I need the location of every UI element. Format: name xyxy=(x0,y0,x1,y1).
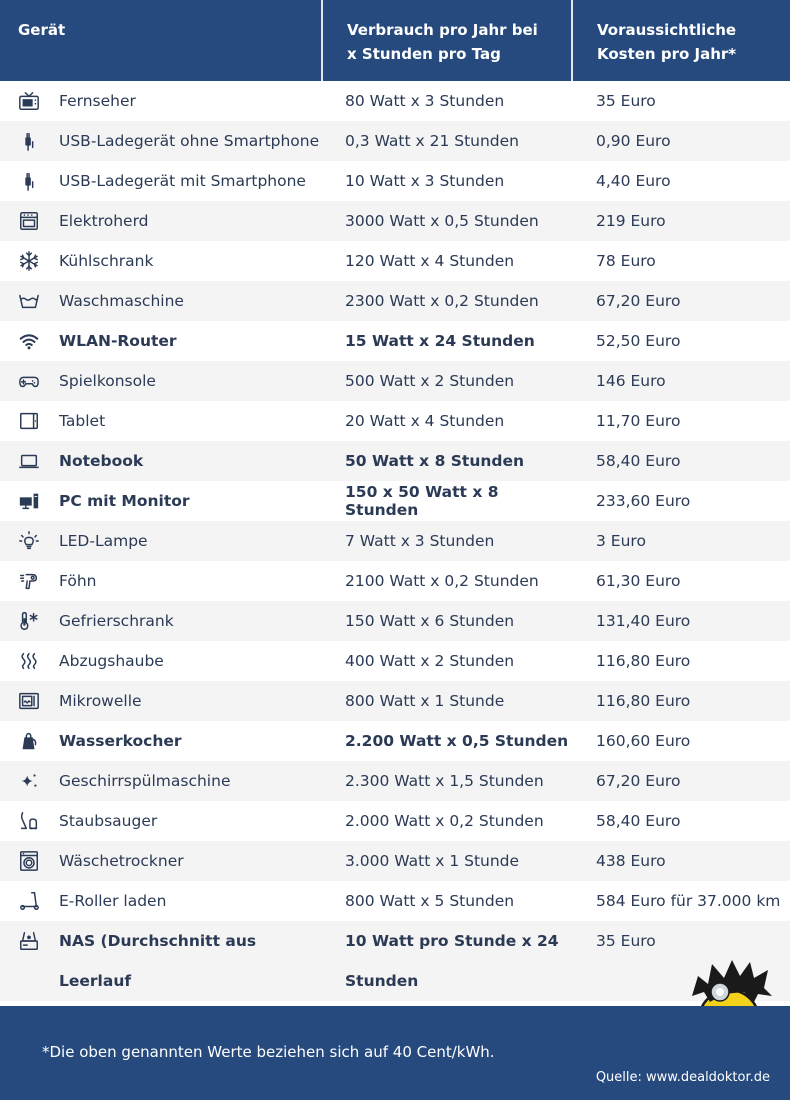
device-cell xyxy=(0,409,321,433)
oven-icon xyxy=(17,209,41,233)
device-name: Abzugshaube xyxy=(59,652,164,670)
thermometer-snow-icon xyxy=(17,609,41,633)
header-usage xyxy=(321,0,571,81)
usage-cell: 50 Watt x 8 Stunden xyxy=(345,452,525,470)
cost-cell: 58,40 Euro xyxy=(596,452,681,470)
table-row xyxy=(0,241,790,281)
cost-cell: 438 Euro xyxy=(596,852,666,870)
cost-cell: 4,40 Euro xyxy=(596,172,671,190)
device-cell xyxy=(0,889,321,913)
device-cell xyxy=(0,449,321,473)
cost-cell: 61,30 Euro xyxy=(596,572,681,590)
device-cell xyxy=(0,809,321,833)
device-name: Kühlschrank xyxy=(59,252,154,270)
device-name: Geschirrspülmaschine xyxy=(59,772,231,790)
scooter-icon xyxy=(17,889,41,913)
snowflake-icon xyxy=(17,249,41,273)
cost-cell: 3 Euro xyxy=(596,532,646,550)
wifi-icon xyxy=(17,329,41,353)
cost-cell: 219 Euro xyxy=(596,212,666,230)
cost-cell: 160,60 Euro xyxy=(596,732,691,750)
gamepad-icon xyxy=(17,369,41,393)
usage-cell: 150 x 50 Watt x 8 Stunden xyxy=(345,483,499,519)
usage-cell: 2300 Watt x 0,2 Stunden xyxy=(345,292,539,310)
usage-cell: 20 Watt x 4 Stunden xyxy=(345,412,505,430)
kettle-icon xyxy=(17,729,41,753)
footnote: *Die oben genannten Werte beziehen sich auf 40 Cent/kWh. xyxy=(42,1043,495,1061)
usage-cell: 2.000 Watt x 0,2 Stunden xyxy=(345,812,544,830)
cost-cell: 131,40 Euro xyxy=(596,612,691,630)
table-row xyxy=(0,601,790,641)
sparkle-icon xyxy=(17,769,41,793)
laptop-icon xyxy=(17,449,41,473)
dryer-icon xyxy=(17,849,41,873)
header-usage-line2: x Stunden pro Tag xyxy=(347,45,501,63)
table-row-nas xyxy=(0,921,790,1001)
cost-cell: 67,20 Euro xyxy=(596,292,681,310)
header-device xyxy=(0,0,321,81)
table-row xyxy=(0,121,790,161)
device-name: Notebook xyxy=(59,452,144,470)
table-row xyxy=(0,521,790,561)
usage-cell: 800 Watt x 1 Stunde xyxy=(345,692,505,710)
microwave-icon xyxy=(17,689,41,713)
device-name-line1: NAS (Durchschnitt aus Leerlauf xyxy=(59,932,257,990)
usage-cell: 10 Watt x 3 Stunden xyxy=(345,172,505,190)
charger-icon xyxy=(17,129,41,153)
usage-cell: 3000 Watt x 0,5 Stunden xyxy=(345,212,539,230)
device-name: Spielkonsole xyxy=(59,372,156,390)
device-name: Fernseher xyxy=(59,92,136,110)
usage-cell: 2.300 Watt x 1,5 Stunden xyxy=(345,772,544,790)
device-name: USB-Ladegerät mit Smartphone xyxy=(59,172,306,190)
usage-line2: Stunden xyxy=(345,972,419,990)
table-row xyxy=(0,81,790,121)
cost-cell: 0,90 Euro xyxy=(596,132,671,150)
device-cell xyxy=(0,609,321,633)
table-row xyxy=(0,481,790,521)
usage-cell: 3.000 Watt x 1 Stunde xyxy=(345,852,520,870)
device-name: WLAN-Router xyxy=(59,332,177,350)
table-row xyxy=(0,721,790,761)
tv-icon xyxy=(17,89,41,113)
cost-cell: 11,70 Euro xyxy=(596,412,681,430)
header-device-label: Gerät xyxy=(18,21,66,39)
table-row xyxy=(0,161,790,201)
table-row xyxy=(0,801,790,841)
usage-cell: 120 Watt x 4 Stunden xyxy=(345,252,515,270)
desktop-icon xyxy=(17,489,41,513)
usage-cell: 0,3 Watt x 21 Stunden xyxy=(345,132,520,150)
device-cell xyxy=(0,89,321,113)
usage-cell: 400 Watt x 2 Stunden xyxy=(345,652,515,670)
device-cell xyxy=(0,649,321,673)
device-name: USB-Ladegerät ohne Smartphone xyxy=(59,132,320,150)
usage-cell: 150 Watt x 6 Stunden xyxy=(345,612,515,630)
device-cell xyxy=(0,489,321,513)
usage-cell: 2100 Watt x 0,2 Stunden xyxy=(345,572,539,590)
table-row xyxy=(0,561,790,601)
usage-cell: 500 Watt x 2 Stunden xyxy=(345,372,515,390)
device-name: Mikrowelle xyxy=(59,692,142,710)
header-cost-line2: Kosten pro Jahr* xyxy=(597,45,737,63)
device-name: LED-Lampe xyxy=(59,532,148,550)
steam-icon xyxy=(17,649,41,673)
cost-cell: 146 Euro xyxy=(596,372,666,390)
table-row xyxy=(0,841,790,881)
vacuum-icon xyxy=(17,809,41,833)
device-name: Waschmaschine xyxy=(59,292,184,310)
source-link[interactable]: Quelle: www.dealdoktor.de xyxy=(595,1070,770,1085)
device-cell xyxy=(0,169,321,193)
header-cost-line1: Voraussichtliche xyxy=(597,21,737,39)
table-row xyxy=(0,321,790,361)
device-name: Wasserkocher xyxy=(59,732,182,750)
usage-cell xyxy=(321,911,571,1001)
usage-cell: 80 Watt x 3 Stunden xyxy=(345,92,505,110)
table-body xyxy=(0,81,790,921)
table-header xyxy=(0,0,790,81)
cost-cell: 35 Euro xyxy=(596,92,656,110)
table-row xyxy=(0,641,790,681)
usage-cell: 2.200 Watt x 0,5 Stunden xyxy=(345,732,569,750)
cost-cell: 52,50 Euro xyxy=(596,332,681,350)
nas-icon xyxy=(17,929,41,953)
device-cell xyxy=(0,769,321,793)
header-usage-line1: Verbrauch pro Jahr bei xyxy=(347,21,538,39)
cost-cell: 35 Euro xyxy=(596,932,656,950)
device-name: Elektroherd xyxy=(59,212,149,230)
device-name: Gefrierschrank xyxy=(59,612,174,630)
usage-line1: 10 Watt pro Stunde x 24 xyxy=(345,932,559,950)
wash-icon xyxy=(17,289,41,313)
device-cell xyxy=(0,849,321,873)
hairdryer-icon xyxy=(17,569,41,593)
table-row xyxy=(0,281,790,321)
device-cell xyxy=(0,289,321,313)
device-name: Staubsauger xyxy=(59,812,158,830)
header-cost xyxy=(571,0,790,81)
device-cell xyxy=(0,569,321,593)
device-cell xyxy=(0,689,321,713)
table-row xyxy=(0,201,790,241)
cost-cell: 78 Euro xyxy=(596,252,656,270)
device-cell xyxy=(0,369,321,393)
device-cell xyxy=(0,129,321,153)
usage-cell: 800 Watt x 5 Stunden xyxy=(345,892,515,910)
bulb-icon xyxy=(17,529,41,553)
device-cell xyxy=(0,729,321,753)
device-cell xyxy=(0,249,321,273)
device-name: Föhn xyxy=(59,572,97,590)
cost-cell: 116,80 Euro xyxy=(596,652,691,670)
table-row xyxy=(0,401,790,441)
device-cell xyxy=(0,529,321,553)
cost-cell: 233,60 Euro xyxy=(596,492,691,510)
device-name: Wäschetrockner xyxy=(59,852,184,870)
device-name: Tablet xyxy=(59,412,106,430)
device-name: E-Roller laden xyxy=(59,892,167,910)
device-name: PC mit Monitor xyxy=(59,492,190,510)
cost-cell: 67,20 Euro xyxy=(596,772,681,790)
cost-cell: 58,40 Euro xyxy=(596,812,681,830)
usage-cell: 7 Watt x 3 Stunden xyxy=(345,532,495,550)
table-row xyxy=(0,681,790,721)
cost-cell: 116,80 Euro xyxy=(596,692,691,710)
cost-cell: 584 Euro für 37.000 km xyxy=(596,892,781,910)
device-cell xyxy=(0,209,321,233)
tablet-icon xyxy=(17,409,41,433)
device-cell xyxy=(0,329,321,353)
table-row xyxy=(0,361,790,401)
usage-cell: 15 Watt x 24 Stunden xyxy=(345,332,535,350)
table-row xyxy=(0,441,790,481)
table-row xyxy=(0,761,790,801)
footer xyxy=(0,1006,790,1100)
charger-icon xyxy=(17,169,41,193)
